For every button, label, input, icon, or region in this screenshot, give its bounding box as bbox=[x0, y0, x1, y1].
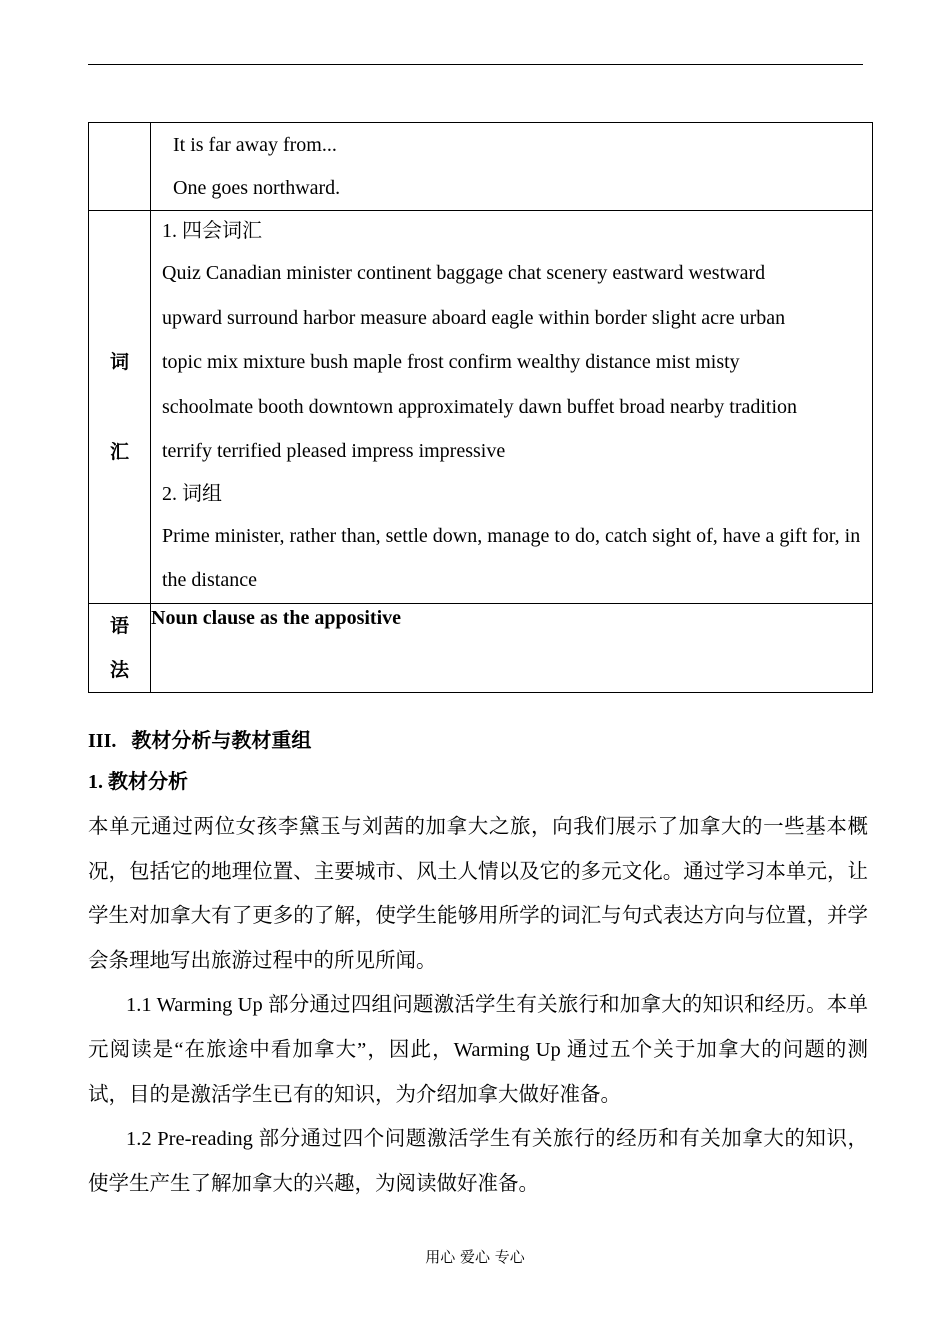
examples-cell bbox=[151, 123, 873, 211]
words-line-3: topic mix mixture bush maple frost confirm wealthy distance mist misty bbox=[162, 351, 740, 373]
vocab-heading-2: 2. 词组 bbox=[162, 482, 222, 505]
words-line-1: Quiz Canadian minister continent baggage chat scenery eastward westward bbox=[162, 262, 766, 284]
page-footer: 用心 爱心 专心 bbox=[425, 1248, 525, 1266]
section-roman-numeral: III. bbox=[88, 730, 117, 752]
grammar-label-cell bbox=[89, 603, 151, 692]
table-row-examples bbox=[89, 123, 873, 211]
vocabulary-content-cell bbox=[151, 211, 873, 604]
paragraph-1: 本单元通过两位女孩李黛玉与刘茜的加拿大之旅，向我们展示了加拿大的一些基本概况，包括它的地理位置、主要城市、风土人情以及它的多元文化。通过学习本单元，让学生对加拿大有了更多的了解，使学生能够用所学的词汇与句式表达方向与位置，并学会条理地写出旅游过程中的所见所闻。 bbox=[88, 816, 868, 972]
vocabulary-label-char-2: 汇 bbox=[109, 440, 129, 463]
grammar-content-cell: Noun clause as the appositive bbox=[151, 603, 873, 692]
table-row-vocabulary bbox=[89, 211, 873, 604]
vocabulary-table bbox=[88, 122, 873, 693]
section-title: 教材分析与教材重组 bbox=[131, 730, 312, 752]
header-rule bbox=[88, 64, 863, 65]
vocab-heading-1: 1. 四会词汇 bbox=[162, 220, 262, 242]
words-line-5: terrify terrified pleased impress impressive bbox=[162, 440, 506, 462]
body-text bbox=[88, 805, 868, 1206]
section-heading bbox=[88, 727, 868, 755]
paragraph-3: 1.2 Pre-reading 部分通过四个问题激活学生有关旅行的经历和有关加拿大的知识，使学生产生了解加拿大的兴趣，为阅读做好准备。 bbox=[88, 1128, 868, 1195]
example-line-2: One goes northward. bbox=[173, 177, 341, 199]
words-line-2: upward surround harbor measure aboard eagle within border slight acre urban bbox=[162, 306, 786, 329]
grammar-label-char-1: 语 bbox=[109, 614, 129, 637]
table-row-grammar bbox=[89, 603, 873, 692]
paragraph-2: 1.1 Warming Up 部分通过四组问题激活学生有关旅行和加拿大的知识和经历。本单元阅读是“在旅途中看加拿大”，因此，Warming Up 通过五个关于加拿大的问题的测试，目的是激活学生已有的知识，为介绍加拿大做好准备。 bbox=[88, 994, 868, 1106]
example-line-1: It is far away from... bbox=[173, 134, 337, 156]
subsection-heading: 1. 教材分析 bbox=[88, 771, 188, 793]
empty-label-cell bbox=[89, 123, 151, 211]
vocabulary-label-cell bbox=[89, 211, 151, 604]
words-line-4: schoolmate booth downtown approximately dawn buffet broad nearby tradition bbox=[162, 395, 798, 418]
grammar-label-char-2: 法 bbox=[109, 658, 129, 681]
vocabulary-label-char-1: 词 bbox=[109, 350, 129, 373]
phrases-text: Prime minister, rather than, settle down, manage to do, catch sight of, have a gift for, in the distance bbox=[162, 524, 861, 591]
